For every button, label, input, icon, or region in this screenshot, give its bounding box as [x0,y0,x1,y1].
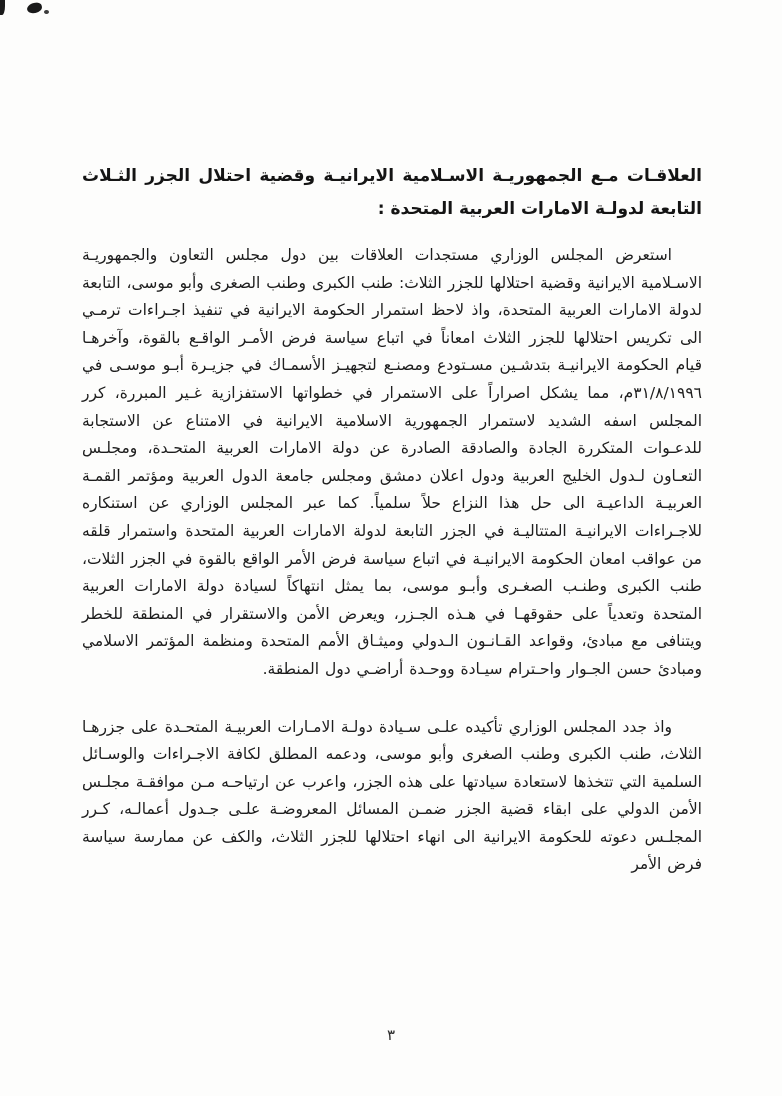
section-heading: العلاقـات مـع الجمهوريـة الاسـلامية الايرانيـة وقضية احتلال الجزر الثـلاث التابعة لدولـة الامارات العربية المتحدة : [82,166,702,219]
scan-artifact-speck [44,10,49,14]
paragraph-1: استعرض المجلس الوزاري مستجدات العلاقات بين دول مجلس التعاون والجمهوريـة الاسـلامية الايرانية وقضية احتلالها للجزر الثلاث: طنب الكبرى وطنب الصغرى وأبو موسى، التابعة لدولة الامارات العربية المتحدة، واذ لاحظ استمرار الحكومة الايرانية في تنفيذ اجـراءات ترمـي الى تكريس احتلالها للجزر الثلاث امعاناً في اتباع سياسة فرض الأمـر الواقـع بالقوة، وآخرهـا قيام الحكومة الايرانيـة بتدشـين مسـتودع ومصنـع لتجهيـز الأسمـاك في جزيـرة أبـو موسـى في ٣١/٨/١٩٩٦م، مما يشكل اصراراً على الاستمرار في خطواتها الاستفزازية غـير المبررة، كرر المجلس اسفه الشديد لاستمرار الجمهورية الاسلامية الايرانية في الامتناع عن الاستجابة للدعـوات المتكررة الجادة والصادقة الصادرة عن دولة الامارات العربية المتحـدة، ومجلـس التعـاون لـدول الخليج العربية ودول اعلان دمشق ومجلس جامعة الدول العربية ومؤتمر القمـة العربيـة الداعيـة الى حل هذا النزاع حلاً سلمياً. كما عبر المجلس الوزاري عن استنكاره للاجـراءات الايرانيـة المتتاليـة في الجزر التابعة لدولة الامارات العربية المتحدة واستمرار قلقه من عواقب امعان الحكومة الايرانيـة في اتباع سياسة فرض الأمر الواقع بالقوة في الجزر الثلات، طنب الكبرى وطنـب الصغـرى وأبـو موسى، بما يمثل انتهاكاً لسيادة دولة الامارات العربية المتحدة وتعدياً على حقوقهـا في هـذه الجـزر، ويعرض الأمن والاستقرار في المنطقة للخطر ويتنافى مع مبادئ، وقواعد القـانـون الـدولي وميثـاق الأمم المتحدة ومنظمة المؤتمر الاسلامي ومبادئ حسن الجـوار واحـترام سيـادة ووحـدة أراضـي دول المنطقة. [82,246,702,678]
page-number: ٣ [386,1026,396,1044]
page-content [82,160,702,909]
paragraph-2: واذ جدد المجلس الوزاري تأكيده علـى سـيادة دولـة الامـارات العربيـة المتحـدة على جزرهـا الثلاث، طنب الكبرى وطنب الصغرى وأبو موسى، ودعمه المطلق لكافة الاجـراءات والوسـائل السلمية التي تتخذها لاستعادة سيادتها على هذه الجزر، واعرب عن ارتياحـه مـن موافقـة مجلـس الأمن الدولي على ابقاء قضية الجزر ضمـن المسائل المعروضـة علـى جـدول أعمالـه، كـرر المجلـس دعوته للحكومة الايرانية الى انهاء احتلالها للجزر الثلاث، والكف عن ممارسة سياسة فرض الأمر [82,717,702,874]
scan-artifact-corner [0,0,5,15]
scan-artifact-ink-blot [26,2,43,15]
